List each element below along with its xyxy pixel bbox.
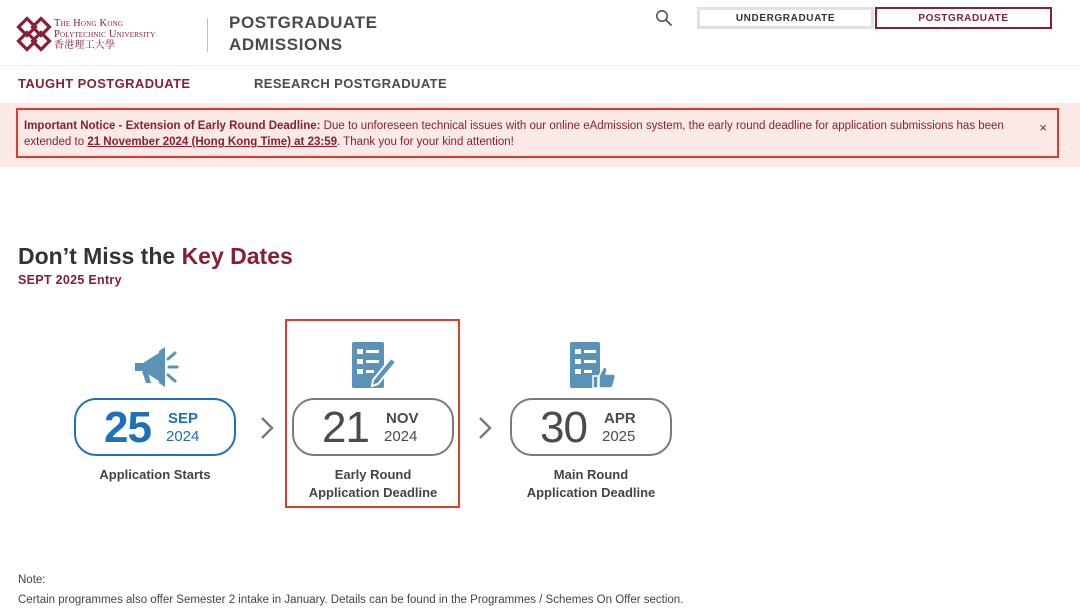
site-header [0, 0, 1080, 66]
key-dates-title-accent: Key Dates [181, 243, 293, 269]
chevron-right-icon [260, 416, 274, 440]
undergraduate-button[interactable]: UNDERGRADUATE [697, 7, 874, 29]
notice-banner [0, 103, 1080, 167]
close-icon[interactable]: × [1039, 120, 1047, 135]
notice-deadline-link[interactable]: 21 November 2024 (Hong Kong Time) at 23:59 [87, 136, 337, 148]
notice-body-2: . Thank you for your kind attention! [336, 136, 514, 148]
key-dates-title-plain: Don’t Miss the [18, 243, 182, 269]
key-dates-title [18, 243, 293, 270]
notice-heading: Important Notice - Extension of Early Round Deadline: [24, 120, 321, 132]
university-name-line2: Polytechnic University [54, 28, 156, 40]
date-year: 2025 [602, 428, 636, 445]
chevron-right-icon [478, 416, 492, 440]
university-name[interactable] [54, 19, 155, 52]
sub-navigation [0, 66, 1080, 102]
header-divider [207, 18, 208, 52]
date-label-application-starts: Application Starts [99, 467, 211, 482]
search-icon[interactable] [655, 9, 673, 27]
early-round-highlight [285, 319, 460, 508]
university-name-cn: 香港理工大學 [54, 40, 116, 51]
checklist-thumbs-up-icon [567, 340, 617, 390]
site-title-line2: ADMISSIONS [229, 35, 343, 54]
tab-taught-postgraduate[interactable]: TAUGHT POSTGRADUATE [18, 76, 191, 91]
university-name-line1: The Hong Kong [54, 18, 124, 29]
date-month: SEP [168, 410, 199, 427]
date-day: 25 [104, 403, 151, 452]
date-year: 2024 [166, 428, 200, 445]
date-year: 2024 [384, 428, 418, 445]
polyu-logo-icon[interactable] [16, 16, 52, 52]
key-dates-subtitle: SEPT 2025 Entry [18, 273, 122, 287]
date-pill-application-starts [74, 398, 236, 456]
date-day: 21 [322, 403, 369, 452]
date-day: 30 [540, 403, 587, 452]
date-month: APR [604, 410, 636, 427]
date-label-early-round-deadline: Early Round Application Deadline [308, 467, 438, 500]
site-title[interactable] [229, 12, 378, 56]
date-label-main-round-deadline: Main Round Application Deadline [526, 467, 656, 500]
note-label: Note: [18, 574, 46, 586]
tab-research-postgraduate[interactable]: RESEARCH POSTGRADUATE [254, 76, 448, 91]
site-title-line1: POSTGRADUATE [229, 13, 378, 32]
notice-body-1: Due to unforeseen technical issues with our online eAdmission system, the early round deadline for application submissions has been extended to [24, 120, 1004, 148]
important-notice [16, 108, 1059, 158]
note-text: Certain programmes also offer Semester 2 intake in January. Details can be found in the Programmes / Schemes On Offer section. [18, 594, 684, 606]
postgraduate-button[interactable]: POSTGRADUATE [875, 7, 1052, 29]
date-pill-main-round-deadline [510, 398, 672, 456]
megaphone-icon [131, 343, 181, 393]
date-month: NOV [386, 410, 419, 427]
